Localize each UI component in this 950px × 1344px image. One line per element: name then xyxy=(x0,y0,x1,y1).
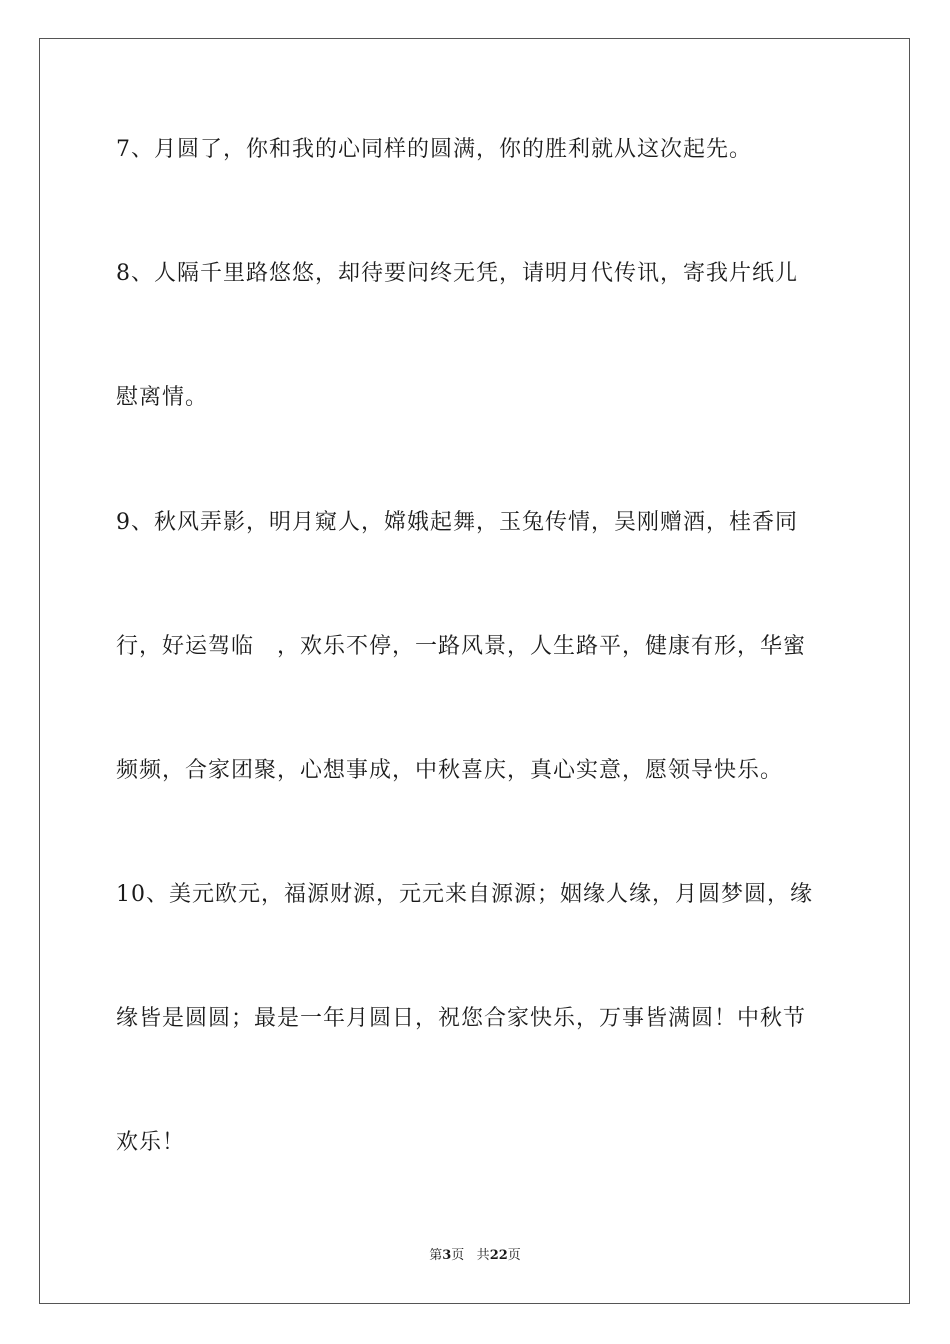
page-suffix: 页 xyxy=(451,1248,465,1263)
text-line-9: 欢乐！ xyxy=(116,1130,186,1155)
text-line-3: 慰离情。 xyxy=(116,385,209,410)
page-prefix: 第 xyxy=(429,1248,443,1263)
page-footer xyxy=(0,1246,950,1266)
text-line-2: 8、人隔千里路悠悠，却待要问终无凭，请明月代传讯，寄我片纸儿 xyxy=(116,261,798,286)
total-pages: 22 xyxy=(489,1248,508,1263)
page-frame xyxy=(39,38,910,1304)
page-number: 3 xyxy=(442,1248,452,1263)
text-line-5: 行，好运驾临 ，欢乐不停，一路风景，人生路平，健康有形，华蜜 xyxy=(116,634,807,659)
total-prefix: 共 xyxy=(476,1248,490,1263)
text-line-7: 10、美元欧元，福源财源，元元来自源源；姻缘人缘，月圆梦圆，缘 xyxy=(116,882,813,907)
text-line-6: 频频，合家团聚，心想事成，中秋喜庆，真心实意，愿领导快乐。 xyxy=(116,758,784,783)
text-line-4: 9、秋风弄影，明月窥人，嫦娥起舞，玉兔传情，吴刚赠酒，桂香同 xyxy=(116,510,798,535)
total-suffix: 页 xyxy=(507,1248,521,1263)
text-line-1: 7、月圆了，你和我的心同样的圆满，你的胜利就从这次起先。 xyxy=(116,137,752,162)
text-line-8: 缘皆是圆圆；最是一年月圆日，祝您合家快乐，万事皆满圆！中秋节 xyxy=(116,1006,807,1031)
